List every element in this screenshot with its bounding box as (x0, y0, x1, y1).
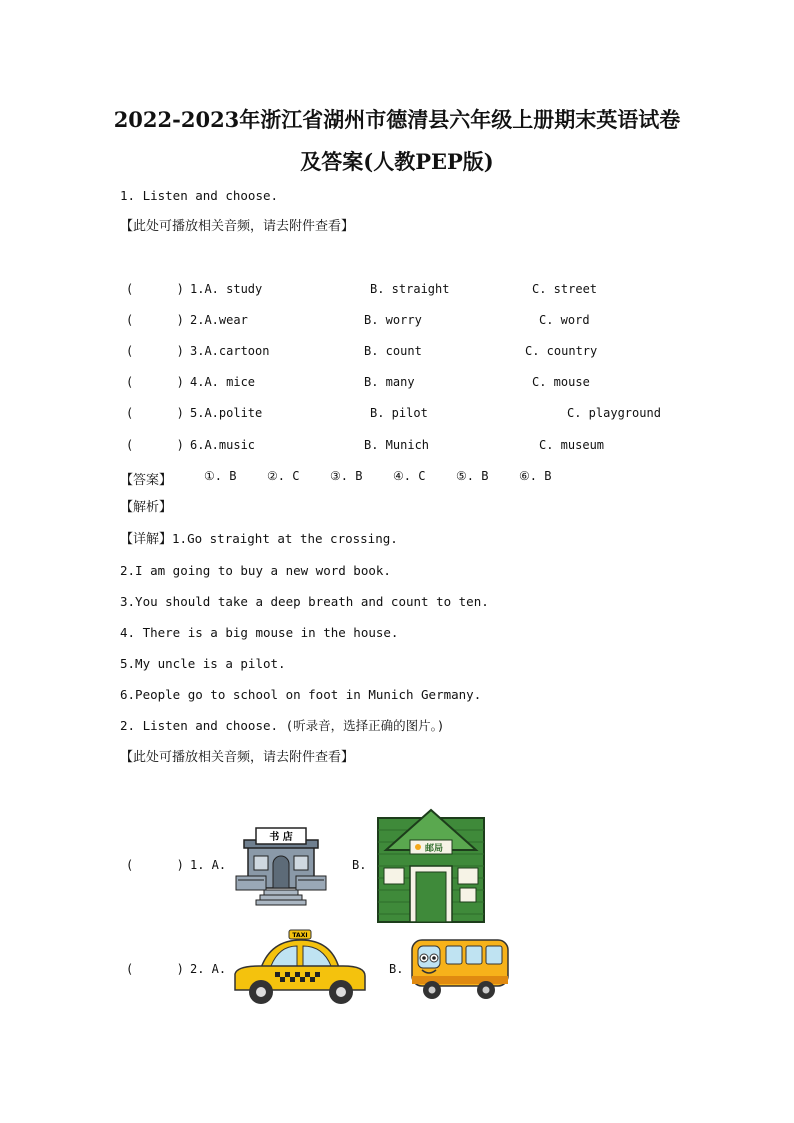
q2-audio-note: 【此处可播放相关音频，请去附件查看】 (120, 750, 355, 765)
option-c: C. mouse (532, 375, 590, 389)
answer-4: ④. C (393, 469, 426, 483)
doc-title-line2: 及答案(人教PEP版) (300, 149, 494, 174)
option-a: 3.A.cartoon (190, 344, 270, 358)
option-b: B. Munich (364, 438, 430, 452)
answer-label: 【答案】 (120, 473, 173, 488)
option-b: B. pilot (370, 406, 428, 420)
option-a: 1.A. study (190, 282, 263, 296)
q1-answers (120, 469, 720, 487)
option-b: B. count (364, 344, 422, 358)
answer-6: ⑥. B (519, 469, 552, 483)
post-office-image[interactable] (374, 806, 488, 924)
q1-heading: 1. Listen and choose. (120, 188, 279, 203)
q1-audio-note: 【此处可播放相关音频，请去附件查看】 (120, 219, 355, 234)
detail-line-1 (120, 530, 398, 549)
option-c: C. word (539, 313, 590, 327)
detail-1: 1.Go straight at the crossing. (172, 531, 398, 546)
option-a: 4.A. mice (190, 375, 256, 389)
option-a-label: 2. A. (190, 962, 227, 976)
option-c: C. street (532, 282, 598, 296)
option-b-label: B. (389, 962, 404, 976)
q1-row-6 (120, 438, 720, 456)
answer-2: ②. C (267, 469, 300, 483)
option-b: B. many (364, 375, 415, 389)
option-c: C. country (525, 344, 598, 358)
option-c: C. playground (567, 406, 661, 420)
q1-row-5 (120, 406, 720, 424)
answer-1: ①. B (204, 469, 237, 483)
detail-2: 2.I am going to buy a new word book. (120, 563, 391, 578)
answer-blank[interactable]: ( ) (126, 962, 184, 976)
answer-3: ③. B (330, 469, 363, 483)
detail-4: 4. There is a big mouse in the house. (120, 625, 399, 640)
analysis-label: 【解析】 (120, 500, 173, 515)
detail-label: 【详解】 (120, 532, 173, 547)
answer-5: ⑤. B (456, 469, 489, 483)
answer-blank[interactable]: ( ) (126, 858, 184, 872)
answer-blank[interactable]: ( ) (126, 282, 184, 296)
taxi-sign: TAXI (292, 932, 308, 939)
doc-title-line1: 2022-2023年浙江省湖州市德清县六年级上册期末英语试卷 (113, 107, 681, 132)
option-a-label: 1. A. (190, 858, 227, 872)
q1-row-4 (120, 375, 720, 393)
answer-blank[interactable]: ( ) (126, 313, 184, 327)
detail-6: 6.People go to school on foot in Munich Germany. (120, 687, 482, 702)
answer-blank[interactable]: ( ) (126, 344, 184, 358)
post-office-sign: 邮局 (424, 844, 444, 854)
answer-blank[interactable]: ( ) (126, 406, 184, 420)
q1-row-1 (120, 282, 720, 300)
q2-heading: 2. Listen and choose. (听录音，选择正确的图片。) (120, 718, 445, 733)
option-a: 2.A.wear (190, 313, 248, 327)
option-b: B. worry (364, 313, 422, 327)
option-c: C. museum (539, 438, 605, 452)
answer-blank[interactable]: ( ) (126, 438, 184, 452)
option-b: B. straight (370, 282, 450, 296)
taxi-image[interactable] (231, 928, 369, 1008)
detail-5: 5.My uncle is a pilot. (120, 656, 286, 671)
option-a: 5.A.polite (190, 406, 263, 420)
bookstore-image[interactable] (234, 826, 328, 908)
option-a: 6.A.music (190, 438, 256, 452)
detail-3: 3.You should take a deep breath and count to ten. (120, 594, 489, 609)
q1-row-2 (120, 313, 720, 331)
bookstore-sign: 书 店 (269, 832, 293, 843)
bus-image[interactable] (410, 936, 510, 1002)
q1-row-3 (120, 344, 720, 362)
option-b-label: B. (352, 858, 367, 872)
answer-blank[interactable]: ( ) (126, 375, 184, 389)
